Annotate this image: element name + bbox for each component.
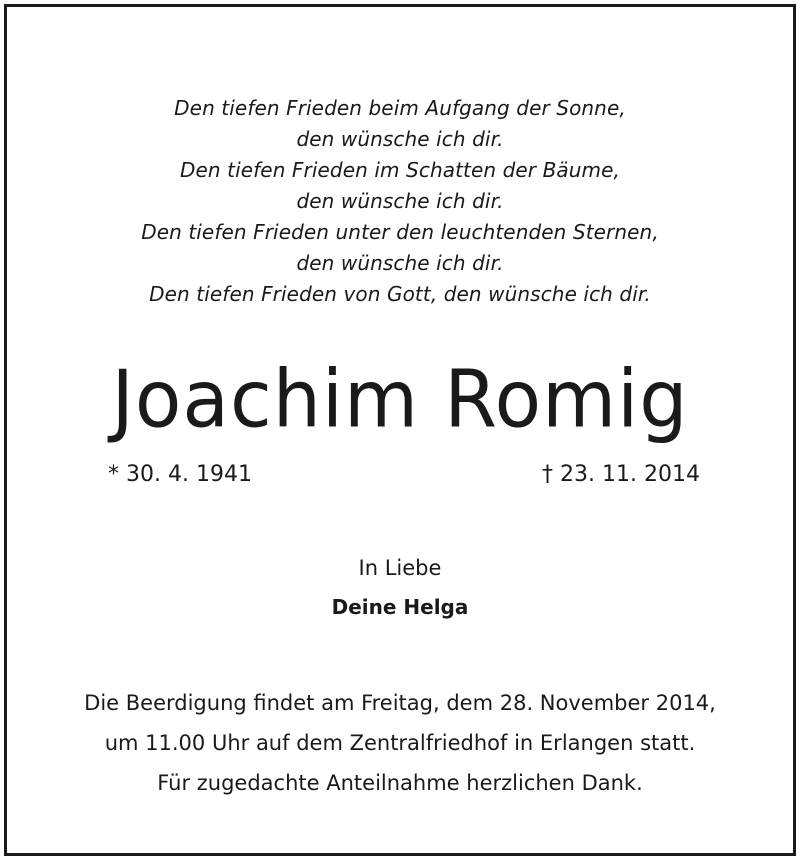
birth-date: * 30. 4. 1941 [108, 462, 252, 487]
poem-line: Den tiefen Frieden unter den leuchtenden Sternen, [141, 220, 659, 244]
signature-intro: In Liebe [358, 556, 442, 580]
deceased-name: Joachim Romig [111, 351, 689, 446]
funeral-line: Die Beerdigung findet am Freitag, dem 28. November 2014, [84, 691, 716, 715]
funeral-line: um 11.00 Uhr auf dem Zentralfriedhof in Erlangen statt. [104, 731, 696, 755]
funeral-line: Für zugedachte Anteilnahme herzlichen Dank. [157, 771, 643, 795]
poem-line: Den tiefen Frieden von Gott, den wünsche ich dir. [149, 282, 651, 306]
signature-name: Deine Helga [331, 595, 469, 619]
poem-line: den wünsche ich dir. [296, 127, 504, 151]
obituary-notice [4, 4, 796, 856]
poem-line: den wünsche ich dir. [296, 251, 504, 275]
poem [7, 93, 793, 310]
funeral-info [7, 683, 793, 803]
poem-line: den wünsche ich dir. [296, 189, 504, 213]
death-date: † 23. 11. 2014 [542, 462, 700, 487]
poem-line: Den tiefen Frieden im Schatten der Bäume, [180, 158, 620, 182]
poem-line: Den tiefen Frieden beim Aufgang der Sonne, [174, 96, 626, 120]
